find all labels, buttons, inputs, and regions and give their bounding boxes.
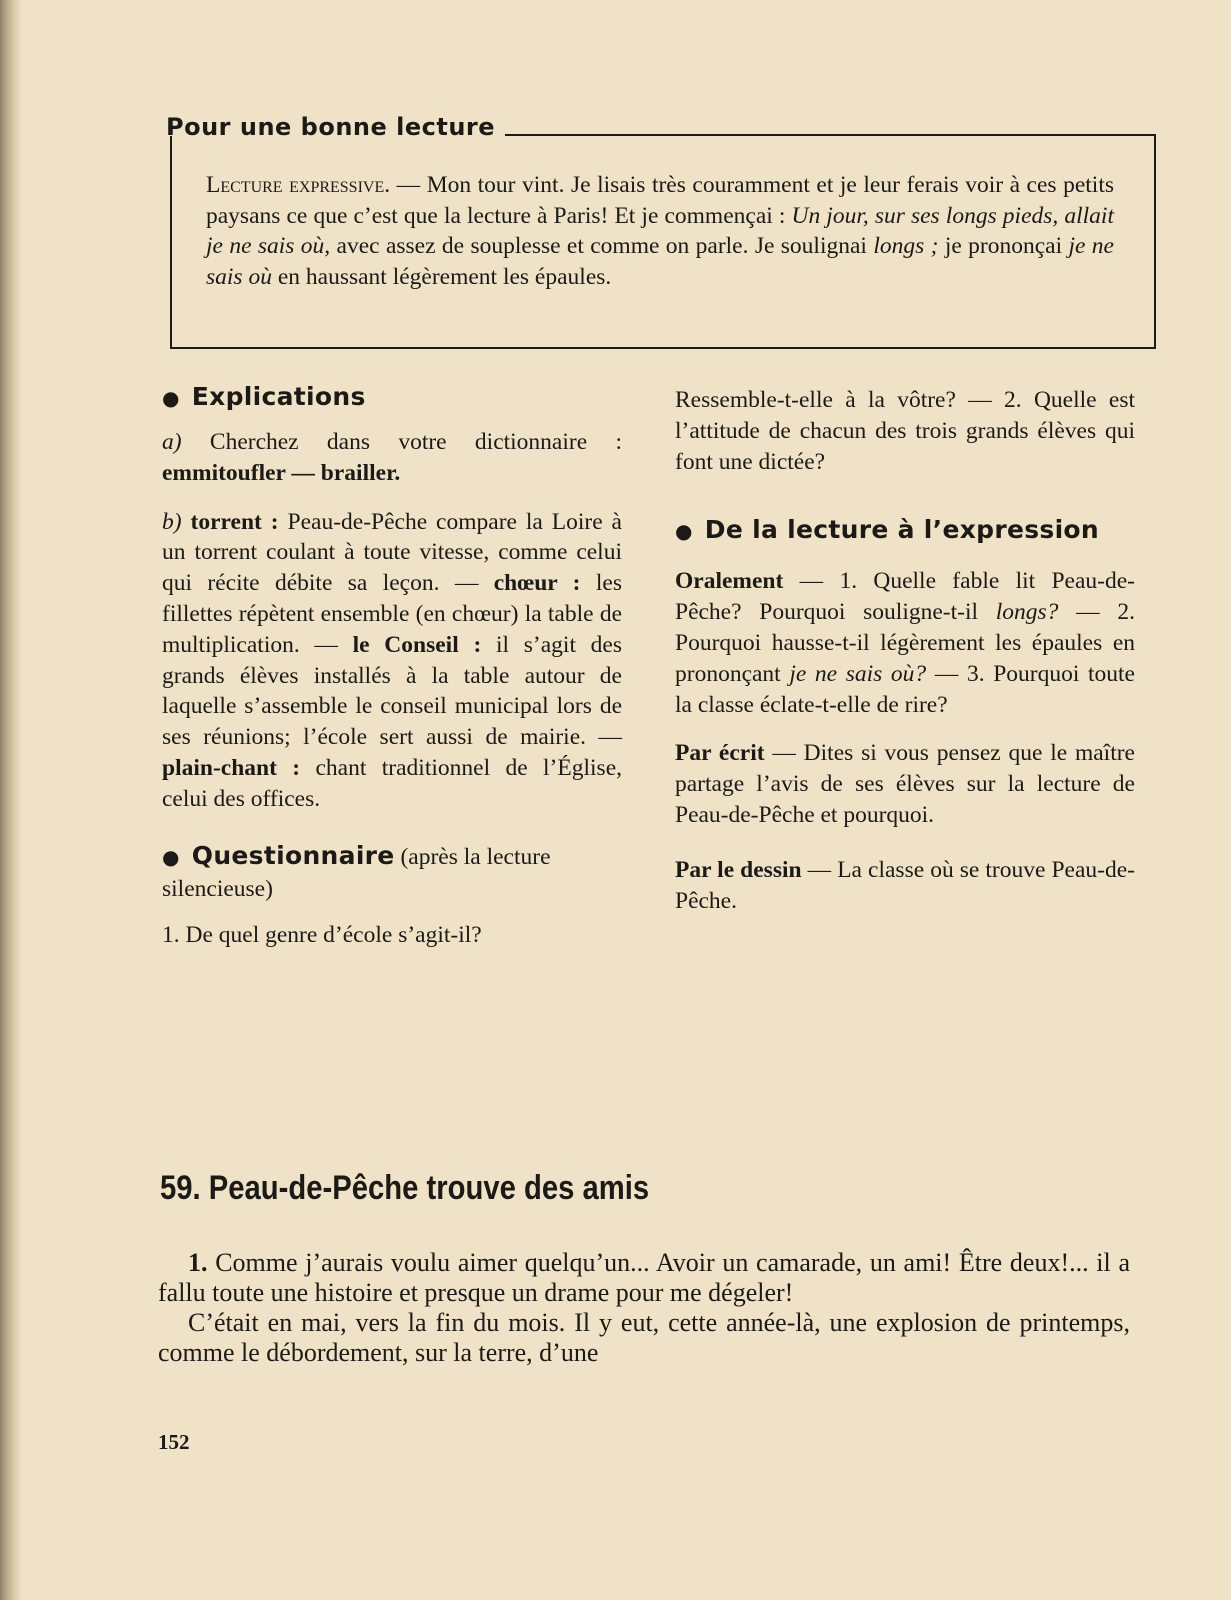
exercise-italic: je ne sais où? <box>789 660 927 687</box>
right-column <box>675 385 1135 916</box>
item-text: il s’agit des grands élèves installés à la table autour de laquelle s’assemble le conseil municipal lors de ses réunions; l’école sert aussi de mairie. — <box>162 631 623 751</box>
item-text: les fillettes répètent ensemble (en chœur) la table de multiplication. — <box>162 570 623 658</box>
item-label: b) <box>162 508 182 535</box>
term: chœur : <box>493 570 581 597</box>
oralement-exercise <box>675 566 1135 720</box>
exercise-label: Par le dessin <box>675 856 802 883</box>
item-text: Cherchez dans votre dictionnaire : <box>181 429 622 455</box>
reading-section-title: Pour une bonne lecture <box>166 113 496 141</box>
chapter-body <box>158 1248 1130 1368</box>
expression-heading <box>675 513 1135 548</box>
reading-text-part: je prononçai <box>938 233 1069 259</box>
reading-italic-part: longs ; <box>873 233 939 259</box>
reading-text-part: en haussant légèrement les épaules. <box>271 263 612 290</box>
expressive-reading-label: Lecture expressive. <box>206 172 391 198</box>
exercise-text: — La classe où se trouve Peau-de-Pêche. <box>675 856 1135 914</box>
item-label: a) <box>162 429 182 455</box>
expressive-reading-text <box>206 170 1114 292</box>
term: le Conseil : <box>352 631 482 658</box>
item-text: Peau-de-Pêche compare la Loire à un torrent coulant à toute vitesse, comme celui qui récite débite sa leçon. — <box>162 508 622 597</box>
item-terms: emmitoufler — brailler. <box>162 459 401 486</box>
reading-italic-part: je ne sais où <box>206 233 1114 290</box>
questionnaire-heading-bold <box>162 841 395 870</box>
exercise-label: Oralement <box>675 568 784 595</box>
exercise-text: — 3. Pourquoi toute la classe éclate-t-elle de rire? <box>675 660 1135 718</box>
explication-b <box>162 507 622 815</box>
paragraph-number: 1. <box>188 1248 208 1277</box>
exercise-text: — Dites si vous pensez que le maître partage l’avis de ses élèves sur la lecture de Peau-de-Pêche et pourquoi. <box>675 740 1135 828</box>
page-number: 152 <box>158 1430 190 1454</box>
explication-a <box>162 427 622 489</box>
page-binding-edge <box>0 0 22 1600</box>
item-text: chant traditionnel de l’Église, celui des offices. <box>162 754 622 812</box>
par-le-dessin-exercise <box>675 855 1135 917</box>
explications-heading-text: Explications <box>191 382 366 411</box>
left-column <box>162 380 622 951</box>
reading-text-part: avec assez de souplesse et comme on parle. Je soulignai <box>330 233 874 259</box>
chapter-paragraph-2: C’était en mai, vers la fin du mois. Il y eut, cette année-là, une explosion de printemps, comme le débordement, sur la terre, d’une <box>158 1308 1130 1367</box>
question-continuation: Ressemble-t-elle à la vôtre? — 2. Quelle est l’attitude de chacun des trois grands élèves qui font une dictée? <box>675 387 1135 475</box>
chapter-paragraph-1 <box>158 1248 1130 1308</box>
term: torrent : <box>181 508 279 535</box>
explications-heading <box>162 380 622 415</box>
bullet-icon: ● <box>675 519 693 544</box>
expression-heading-text: De la lecture à l’expression <box>704 515 1100 545</box>
exercise-text: — 1. Quelle fable lit Peau-de-Pêche? Pourquoi souligne-t-il <box>675 568 1135 626</box>
reading-text-part: — Mon tour vint. Je lisais très couramment et je leur ferais voir à ces petits paysans ce que c’est que la lecture à Paris! Et je commençai : <box>206 172 1115 229</box>
term: plain-chant : <box>162 754 301 781</box>
exercise-text: — 2. Pourquoi hausse-t-il légèrement les épaules en prononçant <box>675 599 1135 687</box>
reading-italic-part: Un jour, sur ses longs pieds, allait je ne sais où, <box>206 202 1114 259</box>
questionnaire-subtitle: (après la lecture silencieuse) <box>162 843 551 902</box>
questionnaire-heading-text: Questionnaire <box>191 840 395 870</box>
exercise-italic: longs? <box>995 599 1059 626</box>
chapter-title: 59. Peau-de-Pêche trouve des amis <box>160 1169 650 1207</box>
paragraph-text: Comme j’aurais voulu aimer quelqu’un... Avoir un camarade, un ami! Être deux!... il a fallu toute une histoire et presque un drame pour me dégeler! <box>158 1248 1130 1307</box>
questionnaire-heading <box>162 839 622 905</box>
bullet-icon: ● <box>162 386 180 410</box>
par-ecrit-exercise <box>675 738 1135 830</box>
bullet-icon: ● <box>162 844 180 869</box>
exercise-label: Par écrit <box>675 740 765 767</box>
question-1: 1. De quel genre d’école s’agit-il? <box>162 922 482 949</box>
